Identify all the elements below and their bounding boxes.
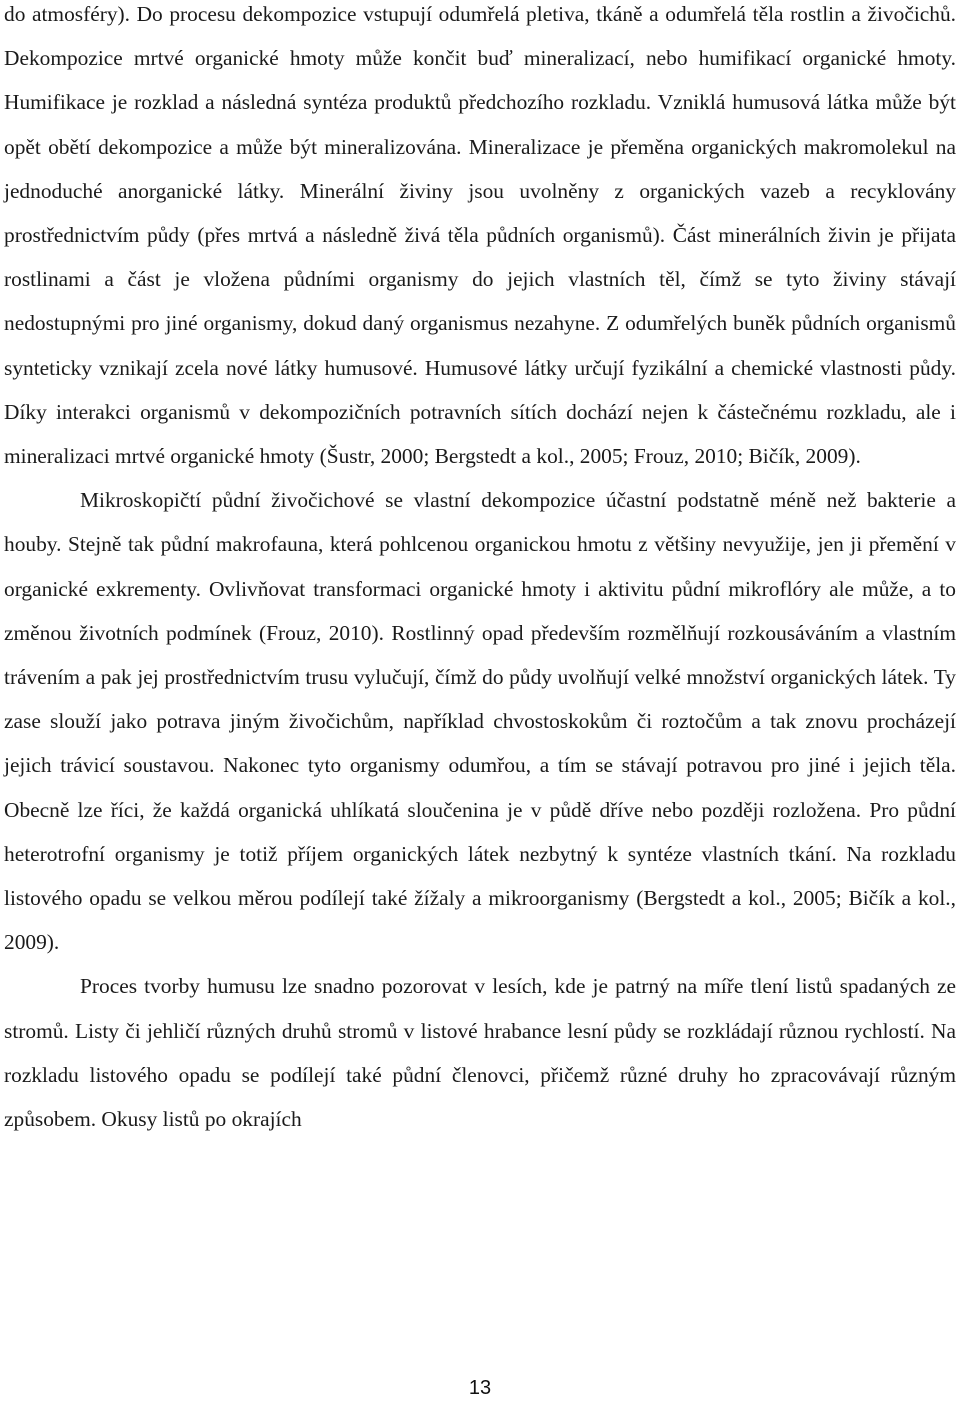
paragraph-2: Mikroskopičtí půdní živočichové se vlastní dekompozice účastní podstatně méně než bakterie a houby. Stejně tak půdní makrofauna, která pohlcenou organickou hmotu z většiny nevyužije, jen ji přemění v organické exkrementy. Ovlivňovat transformaci organické hmoty i aktivitu půdní mikroflóry ale může, a to změnou životních podmínek (Frouz, 2010). Rostlinný opad především rozmělňují rozkousáváním a vlastním trávením a pak jej prostřednictvím trusu vylučují, čímž do půdy uvolňují velké množství organických látek. Ty zase slouží jako potrava jiným živočichům, například chvostoskokům či roztočům a tak znovu procházejí jejich trávicí soustavou. Nakonec tyto organismy odumřou, a tím se stávají potravou pro jiné i jejich těla. Obecně lze říci, že každá organická uhlíkatá sloučenina je v půdě dříve nebo později rozložena. Pro půdní heterotrofní organismy je totiž příjem organických látek nezbytný k syntéze vlastních tkání. Na rozkladu listového opadu se velkou měrou podílejí také žížaly a mikroorganismy (Bergstedt a kol., 2005; Bičík a kol., 2009). (4, 488, 956, 955)
body-text (4, 0, 956, 1141)
paragraph-1: do atmosféry). Do procesu dekompozice vstupují odumřelá pletiva, tkáně a odumřelá těla rostlin a živočichů. Dekompozice mrtvé organické hmoty může končit buď mineralizací, nebo humifikací organické hmoty. Humifikace je rozklad a následná syntéza produktů předchozího rozkladu. Vzniklá humusová látka může být opět obětí dekompozice a může být mineralizována. Mineralizace je přeměna organických makromolekul na jednoduché anorganické látky. Minerální živiny jsou uvolněny z organických vazeb a recyklovány prostřednictvím půdy (přes mrtvá a následně živá těla půdních organismů). Část minerálních živin je přijata rostlinami a část je vložena půdními organismy do jejich vlastních těl, čímž se tyto živiny stávají nedostupnými pro jiné organismy, dokud daný organismus nezahyne. Z odumřelých buněk půdních organismů synteticky vznikají zcela nové látky humusové. Humusové látky určují fyzikální a chemické vlastnosti půdy. Díky interakci organismů v dekompozičních potravních sítích dochází nejen k částečnému rozkladu, ale i mineralizaci mrtvé organické hmoty (Šustr, 2000; Bergstedt a kol., 2005; Frouz, 2010; Bičík, 2009). (4, 2, 956, 469)
paragraph-3: Proces tvorby humusu lze snadno pozorovat v lesích, kde je patrný na míře tlení listů spadaných ze stromů. Listy či jehličí různých druhů stromů v listové hrabance lesní půdy se rozkládají různou rychlostí. Na rozkladu listového opadu se podílejí také půdní členovci, přičemž různé druhy ho zpracovávají různým způsobem. Okusy listů po okrajích (4, 974, 956, 1132)
page-number: 13 (468, 1377, 492, 1399)
